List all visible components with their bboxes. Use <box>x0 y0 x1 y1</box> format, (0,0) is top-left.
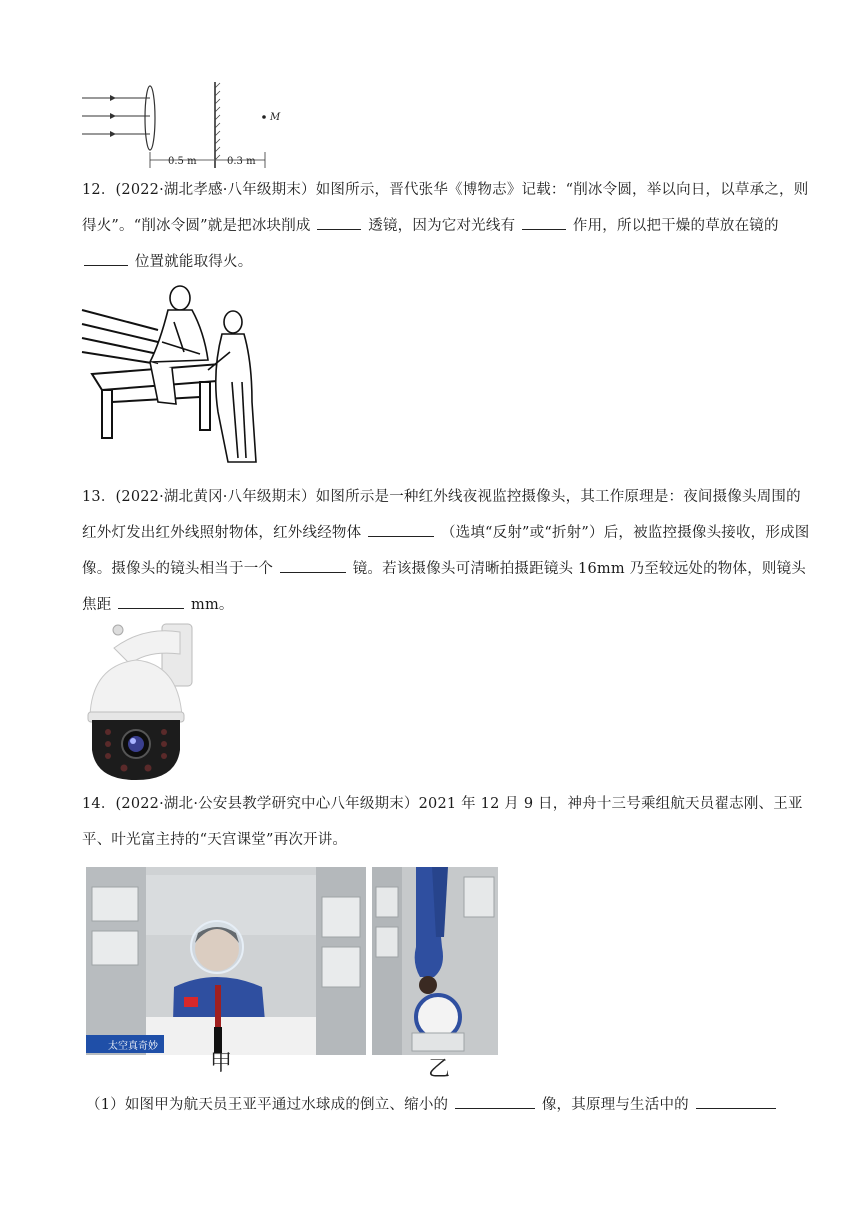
q14-sub1-blank-2[interactable] <box>696 1090 776 1109</box>
question-14-sub-1 <box>86 1087 806 1123</box>
q14-sub1-text-a: （1）如图甲为航天员王亚平通过水球成的倒立、缩小的 <box>86 1097 449 1113</box>
point-m-label: M <box>270 112 281 123</box>
q12-blank-3[interactable] <box>84 247 128 266</box>
photo-a-caption: 甲 <box>210 1051 233 1076</box>
dimension-label-2: 0.3 m <box>227 156 256 167</box>
q12-text-a: 12．(2022·湖北孝感·八年级期末）如图所示，晋代张华《博物志》记载：“削冰令圆，举以向日，以草承之，则得火”。“削冰令圆”就是把冰块削成 <box>82 182 809 234</box>
ancient-fire-illustration <box>80 282 270 468</box>
q12-text-c: 作用，所以把干燥的草放在镜的 <box>572 218 779 234</box>
lens-mirror-figure <box>80 80 300 172</box>
q14-sub1-text-b: 像，其原理与生活中的 <box>541 1097 689 1113</box>
q12-blank-1[interactable] <box>317 211 361 230</box>
q14-sub1-blank-1[interactable] <box>455 1090 535 1109</box>
photo-a-banner: 太空真奇妙 <box>108 1041 158 1052</box>
q13-text-a: 13．(2022·湖北黄冈·八年级期末）如图所示是一种红外线夜视监控摄像头，其工作原理是：夜间摄像头周围的红外灯发出红外线照射物体，红外线经物体 <box>82 489 801 541</box>
photo-b <box>372 867 498 1055</box>
question-13 <box>82 479 810 623</box>
photo-b-caption: 乙 <box>428 1057 451 1082</box>
convex-lens <box>145 86 155 150</box>
q12-text-b: 透镜，因为它对光线有 <box>368 218 516 234</box>
lens-diagram <box>80 80 300 172</box>
q13-text-c: 镜。若该摄像头可清晰拍摄距镜头 16mm 乃至较远处的物体，则镜头焦距 <box>82 561 806 613</box>
q13-blank-2[interactable] <box>280 554 346 573</box>
dimension-label-1: 0.5 m <box>168 156 197 167</box>
question-14 <box>82 786 810 858</box>
photo-a <box>86 867 366 1055</box>
q12-text-d: 位置就能取得火。 <box>134 254 253 270</box>
question-12 <box>82 172 810 280</box>
q13-text-b: （选填“反射”或“折射”）后，被监控摄像头接收，形成图像。摄像头的镜头相当于一个 <box>82 525 810 577</box>
q14-text: 14．(2022·湖北·公安县教学研究中心八年级期末）2021 年 12 月 9 日，神舟十三号乘组航天员翟志刚、王亚平、叶光富主持的“天宫课堂”再次开讲。 <box>82 796 803 848</box>
security-camera-image <box>84 620 198 784</box>
q12-blank-2[interactable] <box>522 211 566 230</box>
q13-blank-1[interactable] <box>368 518 434 537</box>
q13-text-d: mm。 <box>191 597 234 613</box>
q13-blank-3[interactable] <box>118 590 184 609</box>
point-m <box>262 115 266 119</box>
